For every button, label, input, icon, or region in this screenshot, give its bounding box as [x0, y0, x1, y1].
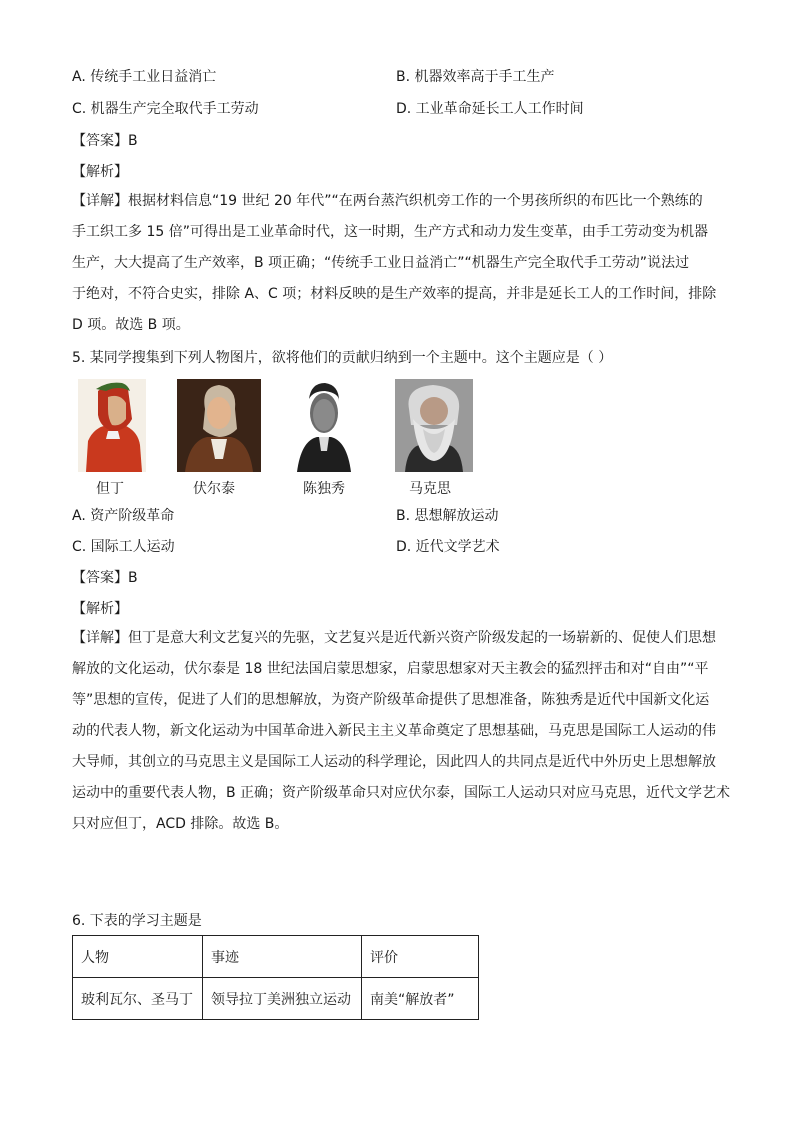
q5-detail-line: 运动中的重要代表人物，B 正确；资产阶级革命只对应伏尔泰，国际工人运动只对应马克思，近代文学艺术: [72, 785, 731, 801]
q5-detail-line: 等”思想的宣传，促进了人们的思想解放，为资产阶级革命提供了思想准备，陈独秀是近代中国新文化运: [72, 692, 710, 708]
q4-option-c: C. 机器生产完全取代手工劳动: [72, 101, 259, 117]
table-row: [73, 978, 479, 1020]
q5-answer: 【答案】B: [72, 570, 138, 586]
q5-detail-line: 只对应但丁，ACD 排除。故选 B。: [72, 816, 289, 832]
caption-chen-duxiu: 陈独秀: [303, 481, 345, 497]
q4-detail-line: 手工织工多 15 倍”可得出是工业革命时代，这一时期，生产方式和动力发生变革，由手工劳动变为机器: [72, 224, 708, 240]
q4-detail-line: D 项。故选 B 项。: [72, 317, 190, 333]
portrait-voltaire: [177, 379, 261, 472]
portrait-chen-duxiu: [291, 379, 357, 472]
caption-voltaire: 伏尔泰: [193, 481, 235, 497]
q5-analysis-label: 【解析】: [72, 601, 128, 617]
q5-stem: 5. 某同学搜集到下列人物图片，欲将他们的贡献归纳到一个主题中。这个主题应是（ ）: [72, 350, 613, 366]
caption-marx: 马克思: [409, 481, 451, 497]
q4-detail-line: 生产，大大提高了生产效率，B 项正确；“传统手工业日益消亡”“机器生产完全取代手工劳动”说法过: [72, 255, 690, 271]
table-header-cell: 人物: [73, 936, 203, 978]
q5-option-a: A. 资产阶级革命: [72, 508, 175, 524]
q6-table: [72, 935, 479, 1020]
table-cell: 领导拉丁美洲独立运动: [203, 978, 362, 1020]
q4-detail-line: 【详解】根据材料信息“19 世纪 20 年代”“在两台蒸汽织机旁工作的一个男孩所织的布匹比一个熟练的: [72, 193, 703, 209]
q5-detail-line: 【详解】但丁是意大利文艺复兴的先驱，文艺复兴是近代新兴资产阶级发起的一场崭新的、促使人们思想: [72, 630, 716, 646]
q6-stem: 6. 下表的学习主题是: [72, 913, 202, 929]
q5-detail-line: 大导师，其创立的马克思主义是国际工人运动的科学理论，因此四人的共同点是近代中外历史上思想解放: [72, 754, 716, 770]
caption-dante: 但丁: [96, 481, 124, 497]
q5-option-c: C. 国际工人运动: [72, 539, 175, 555]
table-cell: 玻利瓦尔、圣马丁: [73, 978, 203, 1020]
portrait-dante: [78, 379, 146, 472]
table-header-row: [73, 936, 479, 978]
q4-analysis-label: 【解析】: [72, 164, 128, 180]
q5-detail-line: 解放的文化运动，伏尔泰是 18 世纪法国启蒙思想家，启蒙思想家对天主教会的猛烈抨击和对“自由”“平: [72, 661, 709, 677]
portrait-marx: [395, 379, 473, 472]
q5-detail-line: 动的代表人物，新文化运动为中国革命进入新民主主义革命奠定了思想基础，马克思是国际工人运动的伟: [72, 723, 716, 739]
q5-option-d: D. 近代文学艺术: [396, 539, 500, 555]
table-header-cell: 事迹: [203, 936, 362, 978]
q4-option-b: B. 机器效率高于手工生产: [396, 69, 555, 85]
q5-option-b: B. 思想解放运动: [396, 508, 499, 524]
q4-option-d: D. 工业革命延长工人工作时间: [396, 101, 584, 117]
q4-detail-line: 于绝对，不符合史实，排除 A、C 项；材料反映的是生产效率的提高，并非是延长工人的工作时间，排除: [72, 286, 717, 302]
q4-option-a: A. 传统手工业日益消亡: [72, 69, 217, 85]
table-cell: 南美“解放者”: [362, 978, 479, 1020]
table-header-cell: 评价: [362, 936, 479, 978]
q4-answer: 【答案】B: [72, 133, 138, 149]
